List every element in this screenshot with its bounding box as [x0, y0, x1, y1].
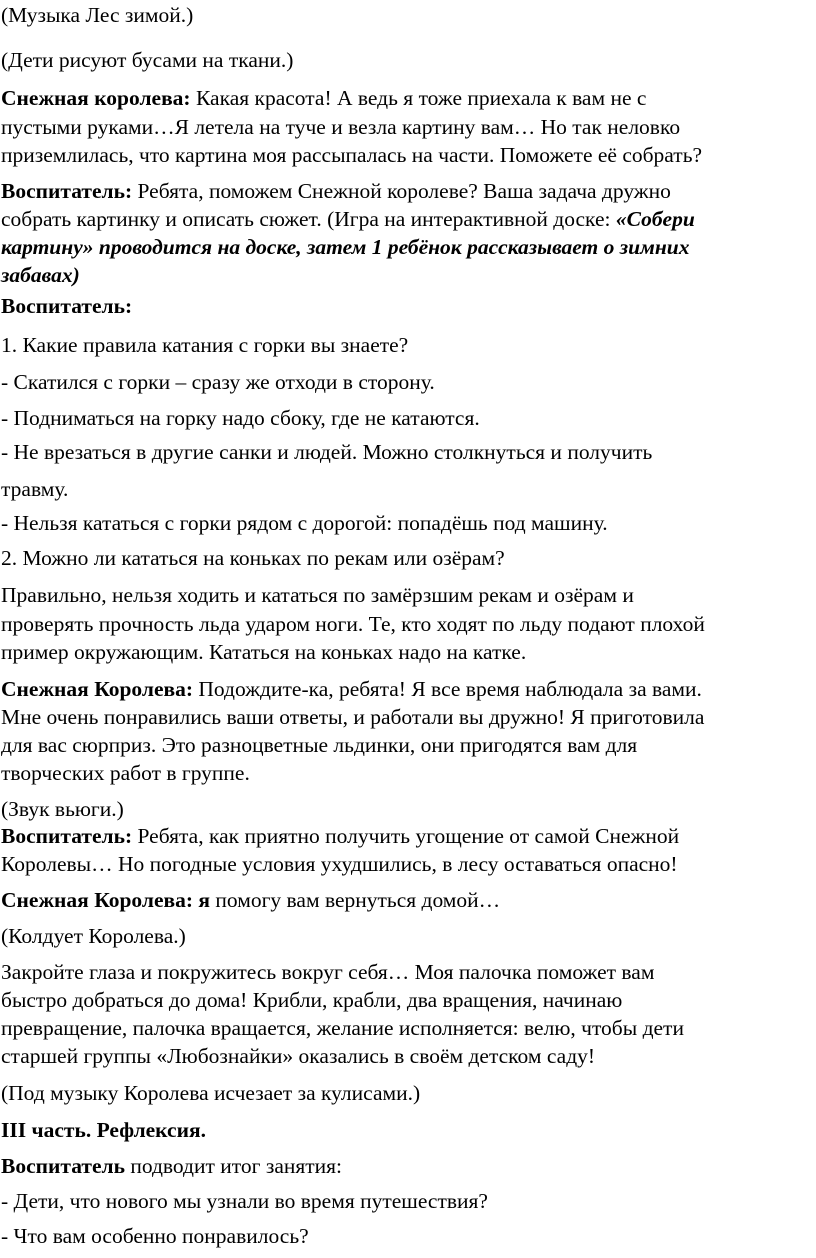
stage-direction-exit: (Под музыку Королева исчезает за кулисами.) — [1, 1081, 421, 1105]
dialogue-text: собрать картинку и описать сюжет. (Игра на интерактивной доске: — [1, 207, 616, 231]
emphasis-text: «Собери — [615, 207, 695, 231]
dialogue-text: Ребята, как приятно получить угощение от самой Снежной — [137, 824, 680, 848]
speaker-label: Воспитатель: — [1, 824, 133, 848]
paragraph-line: пример окружающим. Кататься на коньках надо на катке. — [1, 640, 527, 664]
paragraph-line — [1, 205, 695, 233]
section-heading-text: III часть. Рефлексия. — [1, 1118, 206, 1142]
paragraph-line: Мне очень понравились ваши ответы, и работали вы дружно! Я приготовила — [1, 705, 705, 729]
speaker-label: Снежная королева: — [1, 86, 191, 110]
paragraph-line: творческих работ в группе. — [1, 761, 250, 785]
emphasis-line: картину» проводится на доске, затем 1 ребёнок рассказывает о зимних — [1, 235, 690, 259]
paragraph-line — [1, 886, 500, 914]
speaker-label — [1, 292, 132, 320]
dialogue-text: Какая красота! А ведь я тоже приехала к вам не с — [195, 86, 647, 110]
paragraph-line — [1, 177, 671, 205]
rule-item: - Не врезаться в другие санки и людей. Можно столкнуться и получить — [1, 440, 653, 464]
paragraph-line: Закройте глаза и покружитесь вокруг себя… Моя палочка поможет вам — [1, 960, 655, 984]
speaker-label: Снежная Королева: я — [1, 888, 211, 912]
speaker-label: Воспитатель — [1, 1154, 125, 1178]
stage-direction-blizzard: (Звук вьюги.) — [1, 797, 124, 821]
paragraph-line: пустыми руками…Я летела на туче и везла картину вам… Но так неловко — [1, 115, 681, 139]
dialogue-text: Ребята, поможем Снежной королеве? Ваша задача дружно — [137, 179, 671, 203]
paragraph-line: Королевы… Но погодные условия ухудшились, в лесу оставаться опасно! — [1, 852, 678, 876]
reflection-question: - Что вам особенно понравилось? — [1, 1224, 309, 1248]
rule-item: - Подниматься на горку надо сбоку, где не катаются. — [1, 406, 480, 430]
question-2: 2. Можно ли кататься на коньках по рекам или озёрам? — [1, 546, 505, 570]
speaker-label-text: Воспитатель: — [1, 294, 133, 318]
speaker-label: Воспитатель: — [1, 179, 133, 203]
reflection-question: - Дети, что нового мы узнали во время путешествия? — [1, 1189, 488, 1213]
stage-direction-drawing: (Дети рисуют бусами на ткани.) — [1, 48, 294, 72]
dialogue-text: Подождите-ка, ребята! Я все время наблюдала за вами. — [198, 677, 702, 701]
paragraph-line — [1, 822, 679, 850]
rule-item-continued: травму. — [1, 477, 69, 501]
paragraph-line — [1, 1152, 342, 1180]
speaker-label: Снежная Королева: — [1, 677, 194, 701]
rule-item: - Скатился с горки – сразу же отходи в сторону. — [1, 370, 435, 394]
rule-item: - Нельзя кататься с горки рядом с дорогой: попадёшь под машину. — [1, 511, 608, 535]
paragraph-line: превращение, палочка вращается, желание исполняется: велю, чтобы дети — [1, 1016, 684, 1040]
section-heading — [1, 1116, 206, 1144]
emphasis-line: забавах) — [1, 263, 80, 287]
paragraph-line: быстро добраться до дома! Крибли, крабли, два вращения, начинаю — [1, 988, 623, 1012]
paragraph-line: приземлилась, что картина моя рассыпалась на части. Поможете её собрать? — [1, 143, 703, 167]
paragraph-line — [1, 84, 646, 112]
paragraph-line: старшей группы «Любознайки» оказались в своём детском саду! — [1, 1044, 596, 1068]
paragraph-line: проверять прочность льда ударом ноги. Те, кто ходят по льду подают плохой — [1, 612, 705, 636]
dialogue-text: подводит итог занятия: — [130, 1154, 343, 1178]
stage-direction-conjures: (Колдует Королева.) — [1, 924, 186, 948]
dialogue-text: помогу вам вернуться домой… — [215, 888, 501, 912]
question-1: 1. Какие правила катания с горки вы знаете? — [1, 333, 409, 357]
paragraph-line: для вас сюрприз. Это разноцветные льдинки, они пригодятся вам для — [1, 733, 638, 757]
paragraph-line: Правильно, нельзя ходить и кататься по замёрзшим рекам и озёрам и — [1, 583, 634, 607]
paragraph-line — [1, 675, 702, 703]
stage-direction-music: (Музыка Лес зимой.) — [1, 3, 194, 27]
